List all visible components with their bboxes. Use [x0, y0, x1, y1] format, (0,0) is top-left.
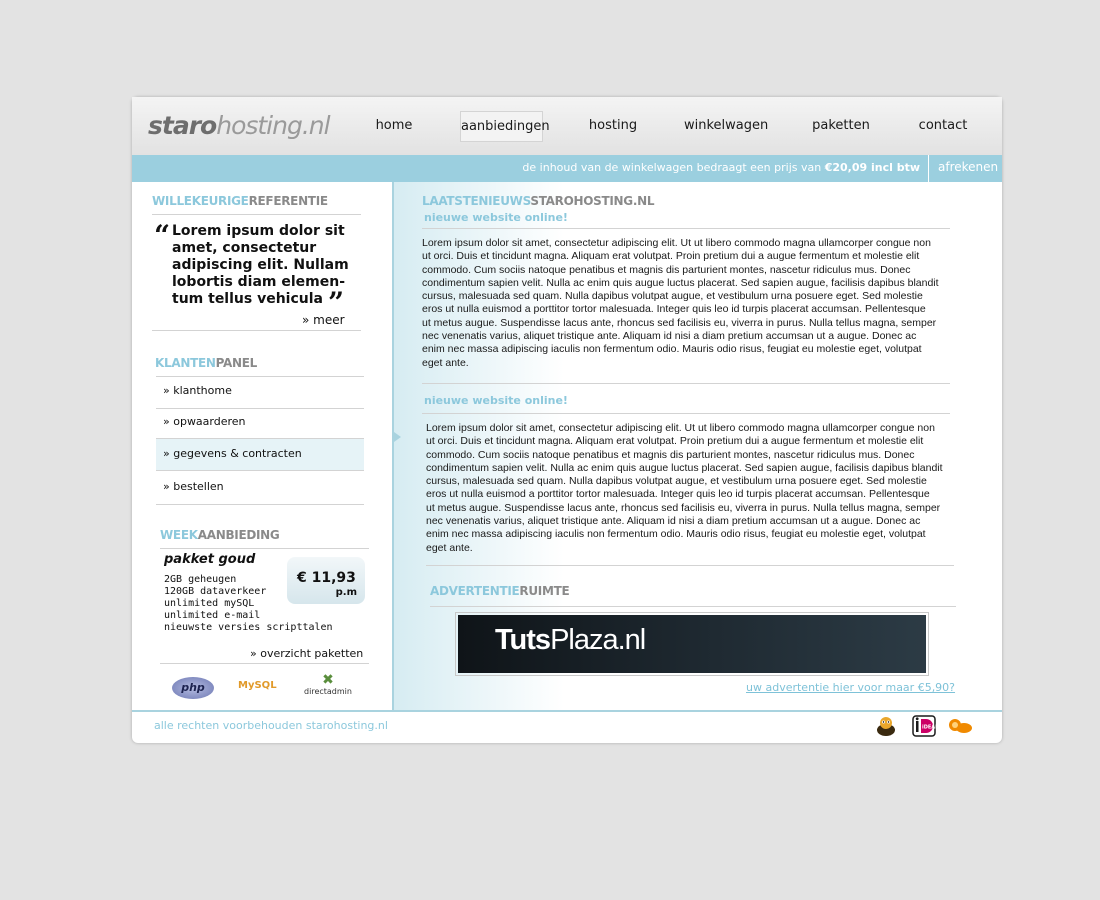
nav-aanbiedingen[interactable]: aanbiedingen — [460, 111, 543, 142]
site-logo[interactable] — [148, 111, 330, 140]
overview-packages-link[interactable]: » overzicht paketten — [250, 647, 364, 660]
cart-summary — [522, 161, 920, 174]
article-line: enim nec massa adipiscing iaculis non fermentum odio. Mauris odio risus, feugiat eu molestie eget, volutpat — [422, 343, 922, 356]
weekaanbieding-heading-part1: WEEK — [160, 528, 198, 542]
article-line: cursus, malesuada sed quam. Nulla dapibus volutpat augue, et vestibulum urna posuere eget. Sed molestie — [422, 290, 923, 303]
feature-item: 2GB geheugen — [164, 574, 237, 585]
cart-bar-separator — [928, 155, 929, 182]
mysql-logo-part2: SQL — [254, 680, 277, 691]
feature-item: unlimited e-mail — [164, 610, 261, 621]
open-quote-icon: “ — [154, 219, 171, 252]
nav-home[interactable]: home — [375, 118, 413, 133]
klantenpanel-heading-part1: KLANTEN — [155, 356, 216, 370]
article-line: eget ante. — [422, 356, 469, 369]
close-quote-icon: ” — [328, 286, 345, 319]
ad-banner-text — [495, 624, 645, 657]
nav-winkelwagen[interactable]: winkelwagen — [684, 118, 769, 133]
cart-summary-text: de inhoud van de winkelwagen bedraagt een prijs van — [522, 161, 822, 174]
divider — [422, 413, 950, 414]
divider — [160, 548, 369, 549]
header — [132, 97, 1002, 155]
article-title[interactable]: nieuwe website online! — [424, 211, 568, 224]
article-line: commodo. Cum sociis natoque penatibus et magnis dis parturient montes, nascetur ridiculus mus. Donec — [422, 263, 911, 276]
article-line: ut orci. Duis et tincidunt magna. Aliquam erat volutpat. Proin pretium dui a augue fermentum et molestie elit — [422, 250, 920, 263]
article-line: condimentum sapien velit. Nulla ac enim quis augue luctus placerat. Sed sapien augue, facilisis dapibus blandit — [422, 276, 939, 289]
news-heading — [422, 194, 654, 208]
weekaanbieding-heading-part2: AANBIEDING — [197, 528, 280, 542]
advertise-link[interactable]: uw advertentie hier voor maar €5,90? — [746, 681, 956, 694]
mysql-logo — [238, 680, 277, 691]
directadmin-label: directadmin — [304, 687, 352, 696]
cart-bar — [132, 155, 1002, 182]
divider — [430, 606, 956, 607]
article-line: ut metus augue. Suspendisse lacus ante, rhoncus sed facilisis eu, viverra in purus. Nulla tellus magna, semper — [422, 316, 937, 329]
article-line: enim nec massa adipiscing iaculis non fermentum odio. Mauris odio risus, feugiat eu molestie eget, volutpat — [426, 528, 926, 541]
footer-divider — [132, 710, 1002, 712]
sidebar-item-opwaarderen[interactable]: » opwaarderen — [156, 407, 364, 440]
ideal-icon — [912, 715, 939, 737]
ad-banner-image — [458, 615, 926, 673]
article-line: eros ut nulla euismod a porttitor tortor malesuada. Integer quis leo id turpis placerat accumsan. Pellentesque — [426, 488, 930, 501]
quote-line: lobortis diam elemen- — [172, 274, 346, 290]
footer-copyright: alle rechten voorbehouden starohosting.nl — [154, 719, 388, 732]
quote-line: amet, consectetur — [172, 240, 317, 256]
article-line: eros ut nulla euismod a porttitor tortor malesuada. Integer quis leo id turpis placerat accumsan. Pellentesque — [422, 303, 926, 316]
article-line: nec venenatis varius, aliquet tristique ante. Aliquam id nisi a diam pretium accumsan ut a augue. Donec ac — [422, 330, 917, 343]
column-divider — [392, 182, 394, 710]
referentie-quote — [172, 223, 352, 308]
article-line: ut metus augue. Suspendisse lacus ante, rhoncus sed facilisis eu, viverra in purus. Nulla tellus magna, semper — [426, 501, 941, 514]
referentie-heading-part2: REFERENTIE — [248, 194, 328, 208]
article-line: eget ante. — [426, 541, 473, 554]
ad-heading-part2: RUIMTE — [519, 584, 570, 598]
ad-heading — [430, 584, 569, 598]
article-line: ut orci. Duis et tincidunt magna. Aliquam erat volutpat. Proin pretium dui a augue fermentum et molestie elit — [426, 435, 924, 448]
price-period: p.m — [335, 587, 357, 598]
more-link[interactable]: » meer — [302, 313, 345, 327]
news-heading-part1: LAATSTENIEUWS — [422, 194, 531, 208]
nav-hosting[interactable]: hosting — [588, 118, 638, 133]
ad-banner-text-part1: Tuts — [495, 624, 551, 656]
cart-amount: €20,09 incl btw — [824, 161, 920, 174]
referentie-heading-part1: WILLEKEURIGE — [152, 194, 249, 208]
smiley-bug-icon — [874, 715, 898, 737]
divider — [160, 663, 369, 664]
logo-part1: staro — [148, 111, 217, 140]
arrow-right-icon — [394, 432, 401, 442]
article-line: cursus, malesuada sed quam. Nulla dapibus volutpat augue, et vestibulum urna posuere eget. Sed molestie — [426, 475, 927, 488]
article-line: Lorem ipsum dolor sit amet, consectetur adipiscing elit. Ut ut libero commodo magna ullamcorper congue non — [422, 237, 931, 249]
logo-part2: hosting.nl — [216, 111, 330, 140]
divider — [152, 214, 361, 215]
ideal-label: iDEAL — [922, 724, 939, 731]
nav-paketten[interactable]: paketten — [812, 118, 870, 133]
article-title[interactable]: nieuwe website online! — [424, 394, 568, 407]
mysql-logo-part1: My — [238, 680, 255, 691]
divider — [426, 565, 954, 566]
lion-icon — [947, 715, 973, 737]
php-logo: php — [172, 677, 214, 699]
ad-heading-part1: ADVERTENTIE — [430, 584, 520, 598]
feature-item: unlimited mySQL — [164, 598, 255, 609]
sidebar-item-klanthome[interactable]: » klanthome — [156, 376, 364, 409]
klantenpanel-heading-part2: PANEL — [215, 356, 257, 370]
divider — [422, 383, 950, 384]
article-line: nec venenatis varius, aliquet tristique ante. Aliquam id nisi a diam pretium accumsan ut a augue. Donec ac — [426, 515, 921, 528]
price-amount: € 11,93 — [297, 570, 356, 586]
directadmin-icon: ✖ — [322, 672, 334, 688]
nav-contact[interactable]: contact — [918, 118, 968, 133]
feature-item: nieuwste versies scripttalen — [164, 622, 333, 633]
quote-line: tum tellus vehicula — [172, 291, 323, 307]
sidebar-item-gegevens-contracten[interactable]: » gegevens & contracten — [156, 438, 364, 471]
feature-item: 120GB dataverkeer — [164, 586, 267, 597]
article-body — [426, 422, 943, 555]
ad-banner-text-part2: Plaza.nl — [550, 624, 646, 656]
news-heading-part2: STAROHOSTING.NL — [530, 194, 655, 208]
ad-banner[interactable] — [455, 612, 929, 676]
page-frame — [132, 97, 1002, 743]
article-line: condimentum sapien velit. Nulla ac enim quis augue luctus placerat. Sed sapien augue, facilisis dapibus blandit — [426, 461, 943, 474]
referentie-heading — [152, 194, 328, 208]
directadmin-logo — [302, 673, 354, 696]
divider — [422, 228, 950, 229]
article-body — [422, 237, 939, 370]
package-name: pakket goud — [164, 552, 256, 567]
checkout-link[interactable]: afrekenen — [938, 160, 999, 174]
klantenpanel-heading — [155, 356, 257, 370]
sidebar-item-bestellen[interactable]: » bestellen — [156, 472, 364, 505]
quote-line: adipiscing elit. Nullam — [172, 257, 349, 273]
divider — [152, 330, 361, 331]
price-badge — [287, 557, 365, 604]
article-line: commodo. Cum sociis natoque penatibus et magnis dis parturient montes, nascetur ridiculus mus. Donec — [426, 448, 915, 461]
article-line: Lorem ipsum dolor sit amet, consectetur adipiscing elit. Ut ut libero commodo magna ullamcorper congue non — [426, 422, 935, 434]
weekaanbieding-heading — [160, 528, 279, 542]
quote-line: Lorem ipsum dolor sit — [172, 223, 345, 239]
